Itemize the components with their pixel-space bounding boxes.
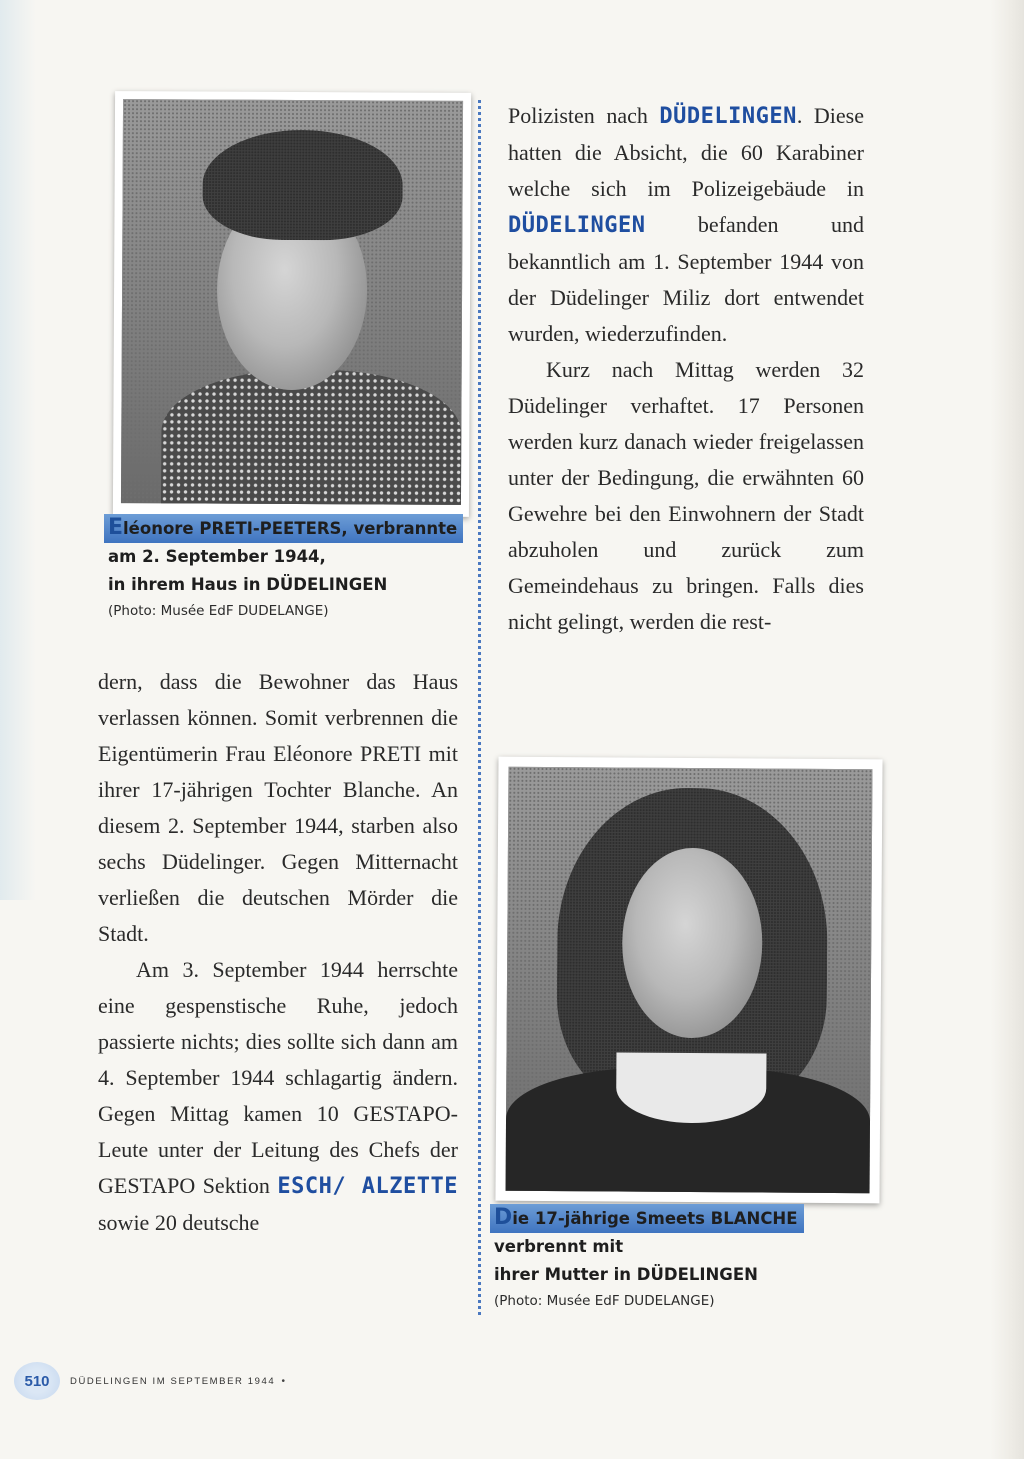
page-edge-right — [990, 0, 1024, 1459]
hair — [202, 130, 403, 241]
portrait-image-eleonore — [121, 99, 463, 505]
caption-line-3: ihrer Mutter in DÜDELINGEN — [494, 1265, 758, 1284]
paragraph-text: Am 3. September 1944 herrschte eine gespenstische Ruhe, jedoch passierte nichts; dies sollte sich dann am 4. September 1944 schlagartig ändern. Gegen Mittag kamen 10 GESTAPO-Leute unter der Leitung des Chefs der GESTAPO Sektion — [98, 957, 458, 1198]
paragraph-text: sowie 20 deutsche — [98, 1210, 260, 1235]
portrait-photo-blanche — [495, 757, 882, 1204]
paragraph: dern, dass die Bewohner das Haus verlassen können. Somit verbrennen die Eigentümerin Frau Eléonore PRETI mit ihrer 17-jährigen Tochter Blanche. An diesem 2. September 1944, starben also sechs Düdelinger. Gegen Mitternacht verließen die deutschen Mörder die Stadt. — [98, 669, 458, 946]
place-name-highlight: DÜDELINGEN — [508, 213, 646, 238]
caption-initial: D — [494, 1205, 513, 1230]
caption-line-1: léonore PRETI-PEETERS, verbrannte — [123, 519, 458, 538]
caption-highlight-line — [104, 514, 463, 543]
page-bleed-left — [0, 0, 36, 900]
white-collar — [616, 1052, 766, 1123]
paragraph: Kurz nach Mittag werden 32 Düdelinger verhaftet. 17 Personen werden kurz danach wieder freigelassen unter der Bedingung, die erwähnten 60 Gewehre bei den Einwohnern der Stadt abzuholen und zurück zum Gemeindehaus zu bringen. Falls dies nicht gelingt, werden die rest- — [508, 357, 864, 634]
paragraph — [98, 952, 458, 1241]
caption-line-3: in ihrem Haus in DÜDELINGEN — [108, 575, 388, 594]
caption-highlight-line — [490, 1204, 804, 1233]
photo-credit: (Photo: Musée EdF DUDELANGE) — [108, 603, 329, 619]
caption-line-1: ie 17-jährige Smeets BLANCHE — [512, 1209, 798, 1228]
running-head — [70, 1376, 287, 1387]
caption-line-2: am 2. September 1944, — [108, 547, 326, 566]
bullet-icon: • — [281, 1375, 287, 1387]
photo-caption-blanche — [494, 1204, 814, 1313]
portrait-image-blanche — [506, 767, 873, 1194]
paragraph-text: Polizisten nach — [508, 103, 648, 128]
paragraph-text: befanden und bekanntlich am 1. September 1944 von der Düdelinger Miliz dort entwendet wurden, wiederzufinden. — [508, 212, 865, 346]
patterned-dress — [161, 369, 462, 505]
face — [622, 848, 763, 1039]
page-number: 510 — [14, 1362, 60, 1400]
place-name-highlight: ESCH/ ALZETTE — [277, 1174, 459, 1199]
body-text-right-column — [508, 98, 864, 640]
place-name-highlight: DÜDELINGEN — [659, 104, 797, 129]
column-divider — [478, 100, 481, 1315]
paragraph — [508, 98, 864, 352]
paragraph-text: . Diese hatten die Absicht, die 60 Karabiner welche sich im Polizeigebäude in — [508, 103, 864, 201]
photo-caption-eleonore — [108, 514, 468, 623]
page-footer — [14, 1362, 287, 1400]
body-text-left-column — [98, 664, 458, 1241]
caption-line-2: verbrennt mit — [494, 1237, 624, 1256]
caption-initial: E — [108, 515, 124, 540]
portrait-photo-eleonore — [113, 91, 471, 517]
photo-credit: (Photo: Musée EdF DUDELANGE) — [494, 1293, 715, 1309]
running-head-text: DÜDELINGEN IM SEPTEMBER 1944 — [70, 1375, 276, 1387]
